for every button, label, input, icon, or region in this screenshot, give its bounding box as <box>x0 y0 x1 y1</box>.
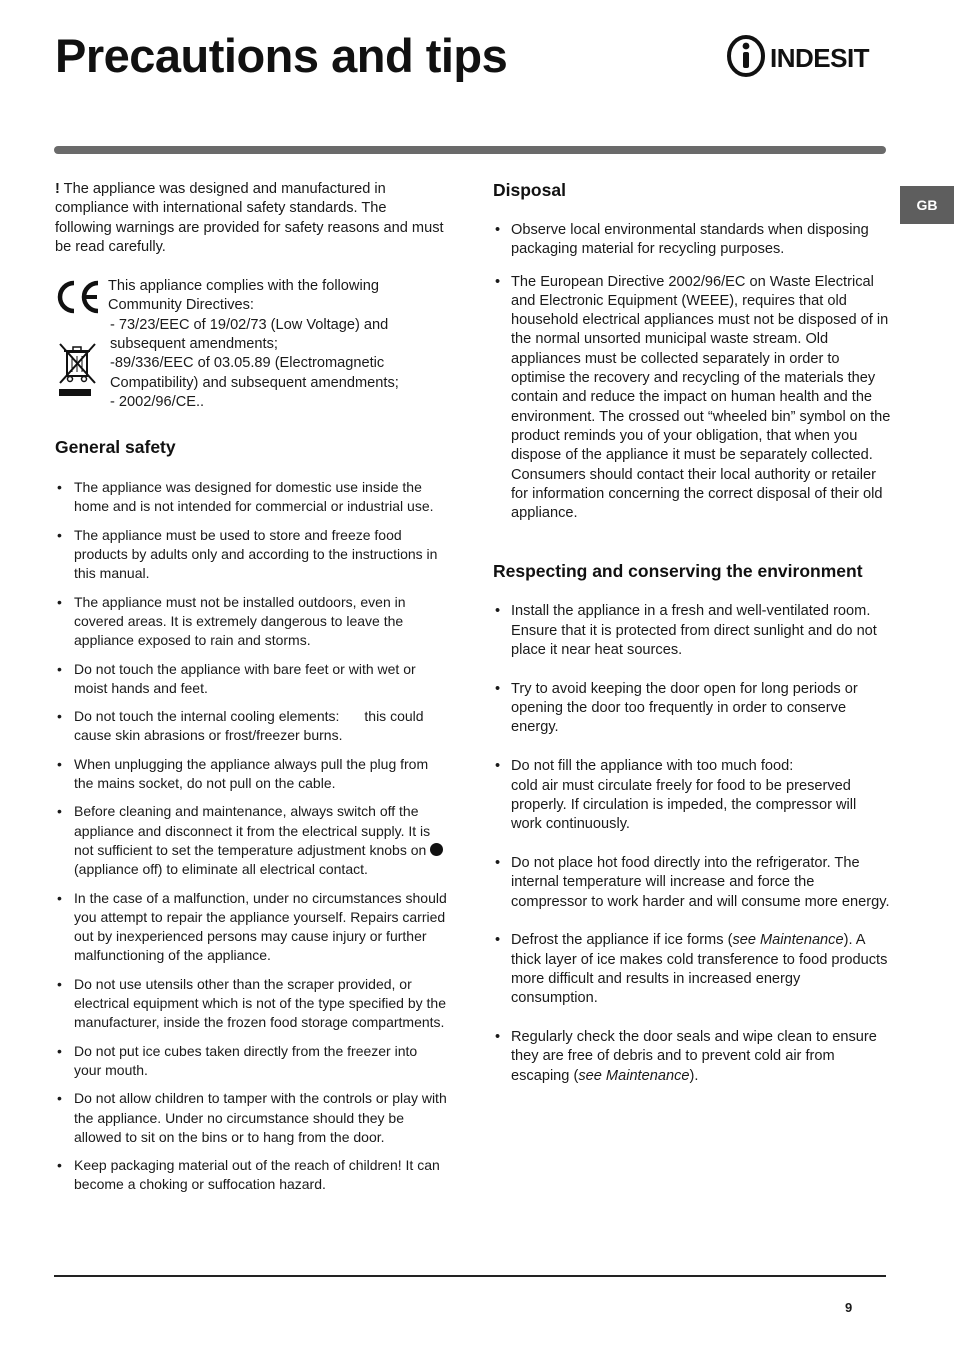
list-item: • Keep packaging material out of the reach of children! It can become a choking or suffocation hazard. <box>55 1156 447 1195</box>
directive-emc: -89/336/EEC of 03.05.89 (Electromagnetic Compatibility) and subsequent amendments; <box>110 355 399 391</box>
crossed-bin-icon <box>55 339 101 399</box>
disposal-heading: Disposal <box>493 180 566 200</box>
list-item: • Do not put ice cubes taken directly from the freezer into your mouth. <box>55 1042 447 1081</box>
list-item: • When unplugging the appliance always pull the plug from the mains socket, do not pull on the cable. <box>55 755 447 794</box>
environment-heading: Respecting and conserving the environment <box>493 561 863 582</box>
directives-block <box>55 277 447 410</box>
directives-text <box>108 277 438 412</box>
environment-list <box>493 602 891 1085</box>
list-item: • Before cleaning and maintenance, always switch off the appliance and disconnect it from the electrical supply. It is not sufficient to set the temperature adjustment knobs on (appliance off) to eliminate all electrical contact. <box>55 802 447 879</box>
page-number: 9 <box>845 1300 853 1315</box>
footer-rule <box>54 1275 886 1277</box>
list-item: • Do not fill the appliance with too much food: cold air must circulate freely for food to be preserved properly. If circulation is impeded, the compressor will work continuously. <box>493 757 891 834</box>
list-item: • Defrost the appliance if ice forms (see Maintenance). A thick layer of ice makes cold transference to food products more difficult and results in increased energy consumption. <box>493 931 891 1008</box>
right-column <box>493 180 891 1105</box>
disposal-list <box>493 221 891 523</box>
page-title: Precautions and tips <box>55 29 508 82</box>
list-item: • Observe local environmental standards when disposing packaging material for recycling purposes. <box>493 221 891 260</box>
list-item: • The appliance was designed for domestic use inside the home and is not intended for commercial or industrial use. <box>55 478 447 517</box>
list-item: • Do not touch the appliance with bare feet or with wet or moist hands and feet. <box>55 660 447 699</box>
brand-wordmark: INDESIT <box>770 43 870 73</box>
general-safety-list <box>55 478 447 1195</box>
list-item: • Do not use utensils other than the scraper provided, or electrical equipment which is not of the type specified by the manufacturer, inside the frozen food storage compartments. <box>55 975 447 1033</box>
list-item: • Do not touch the internal cooling elements: this could cause skin abrasions or frost/freezer burns. <box>55 707 447 746</box>
list-item: • Try to avoid keeping the door open for long periods or opening the door too frequently in order to conserve energy. <box>493 680 891 738</box>
list-item: • The European Directive 2002/96/EC on Waste Electrical and Electronic Equipment (WEEE), requires that old household electrical appliances must not be disposed of in the normal unsorted municipal waste stream. Old appliances must be collected separately in order to optimise the recovery and recycling of the materials they contain and reduce the impact on human health and the environment. The crossed out “wheeled bin” symbol on the product reminds you of your obligation, that when you dispose of the appliance it must be separately collected. Consumers should contact their local authority or retailer for information concerning the correct disposal of their old appliance. <box>493 273 891 524</box>
indesit-logo-icon <box>726 34 888 78</box>
list-item: • Regularly check the door seals and wipe clean to ensure they are free of debris and to prevent cold air from escaping (see Maintenance). <box>493 1028 891 1086</box>
list-item: • The appliance must be used to store and freeze food products by adults only and according to the instructions in this manual. <box>55 526 447 584</box>
intro-paragraph: ! The appliance was designed and manufactured in compliance with international safety standards. The following warnings are provided for safety reasons and must be read carefully. <box>55 181 444 255</box>
list-item: • The appliance must not be installed outdoors, even in covered areas. It is extremely dangerous to leave the appliance exposed to rain and storms. <box>55 593 447 651</box>
indesit-logo <box>726 34 888 78</box>
off-position-icon <box>430 843 443 856</box>
general-safety-heading: General safety <box>55 437 176 458</box>
warning-mark: ! <box>55 181 60 197</box>
language-tab: GB <box>900 186 954 224</box>
list-item: • Do not allow children to tamper with the controls or play with the appliance. Under no circumstance should they be allowed to sit on the bins or to hang from the door. <box>55 1089 447 1147</box>
directive-low-voltage: - 73/23/EEC of 19/02/73 (Low Voltage) and subsequent amendments; <box>110 316 389 353</box>
certification-icons <box>55 279 101 406</box>
left-column <box>55 180 447 1204</box>
list-item: • In the case of a malfunction, under no circumstances should you attempt to repair the appliance yourself. Repairs carried out by inexperienced persons may cause injury or further malfunctioning of the appliance. <box>55 889 447 966</box>
ce-mark-icon <box>55 279 101 315</box>
directives-lead: This appliance complies with the following Community Directives: <box>108 278 379 314</box>
directive-weee: - 2002/96/CE.. <box>110 393 205 410</box>
list-item: • Do not place hot food directly into the refrigerator. The internal temperature will increase and force the compressor to work harder and will consume more energy. <box>493 854 891 912</box>
list-item: • Install the appliance in a fresh and well-ventilated room. Ensure that it is protected from direct sunlight and do not place it near heat sources. <box>493 602 891 660</box>
header-rule <box>54 146 886 154</box>
